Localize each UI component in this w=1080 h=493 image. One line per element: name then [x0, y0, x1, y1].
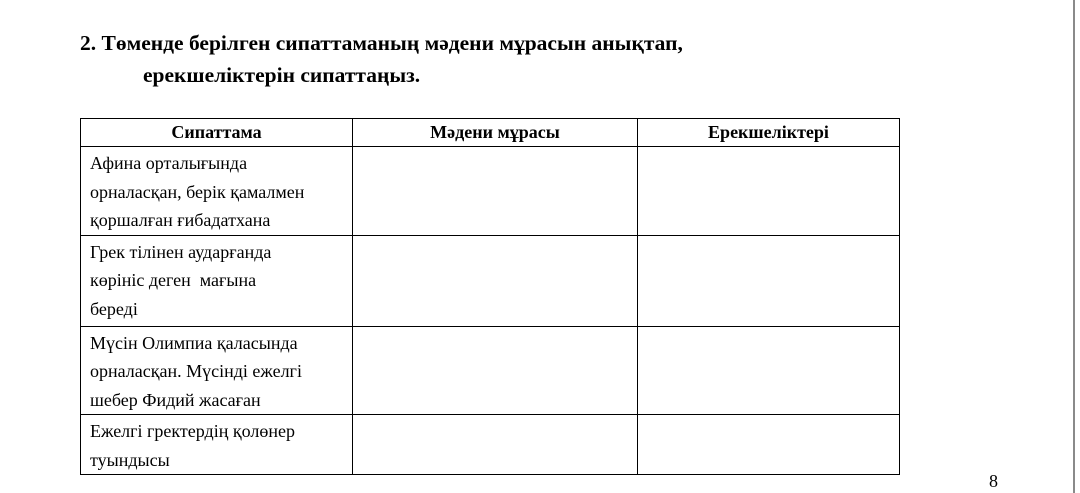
features-answer-cell[interactable]: [638, 326, 900, 415]
table-row: [81, 147, 900, 236]
description-cell: [81, 147, 353, 236]
description-line: орналасқан. Мүсінді ежелгі: [90, 361, 302, 381]
task-heading: [80, 27, 683, 91]
table-row: [81, 235, 900, 326]
cultural-heritage-answer-cell[interactable]: [353, 326, 638, 415]
description-cell: [81, 326, 353, 415]
description-line: Афина орталығында: [90, 153, 248, 173]
cultural-heritage-answer-cell[interactable]: [353, 147, 638, 236]
description-line: береді: [90, 298, 138, 319]
header-description: Сипаттама: [81, 119, 353, 147]
description-line: Ежелгі гректердің қолөнер: [90, 421, 295, 441]
description-cell: [81, 235, 353, 326]
cultural-heritage-answer-cell[interactable]: [353, 415, 638, 475]
page-number: 8: [989, 471, 998, 491]
features-answer-cell[interactable]: [638, 415, 900, 475]
features-answer-cell[interactable]: [638, 235, 900, 326]
description-line: Грек тілінен аударғанда: [90, 241, 272, 262]
cultural-heritage-answer-cell[interactable]: [353, 235, 638, 326]
header-cultural-heritage: Мәдени мұрасы: [353, 119, 638, 147]
task-heading-line-2: ерекшеліктерін сипаттаңыз.: [143, 63, 421, 87]
description-line: қоршалған ғибадатхана: [90, 210, 271, 230]
header-features: Ерекшеліктері: [638, 119, 900, 147]
description-line: туындысы: [90, 449, 170, 470]
page-edge-line: [1073, 0, 1075, 493]
task-heading-line-1: 2. Төменде берілген сипаттаманың мәдени мұрасын анықтап,: [80, 31, 683, 55]
table-row: [81, 326, 900, 415]
table-header-row: [81, 119, 900, 147]
description-line: Мүсін Олимпиа қаласында: [90, 332, 298, 353]
task-table: [80, 118, 900, 475]
description-cell: [81, 415, 353, 475]
description-line: орналасқан, берік қамалмен: [90, 181, 305, 202]
features-answer-cell[interactable]: [638, 147, 900, 236]
description-line: шебер Фидий жасаған: [90, 389, 261, 410]
table-row: [81, 415, 900, 475]
description-line: көрініс деген мағына: [90, 270, 257, 290]
